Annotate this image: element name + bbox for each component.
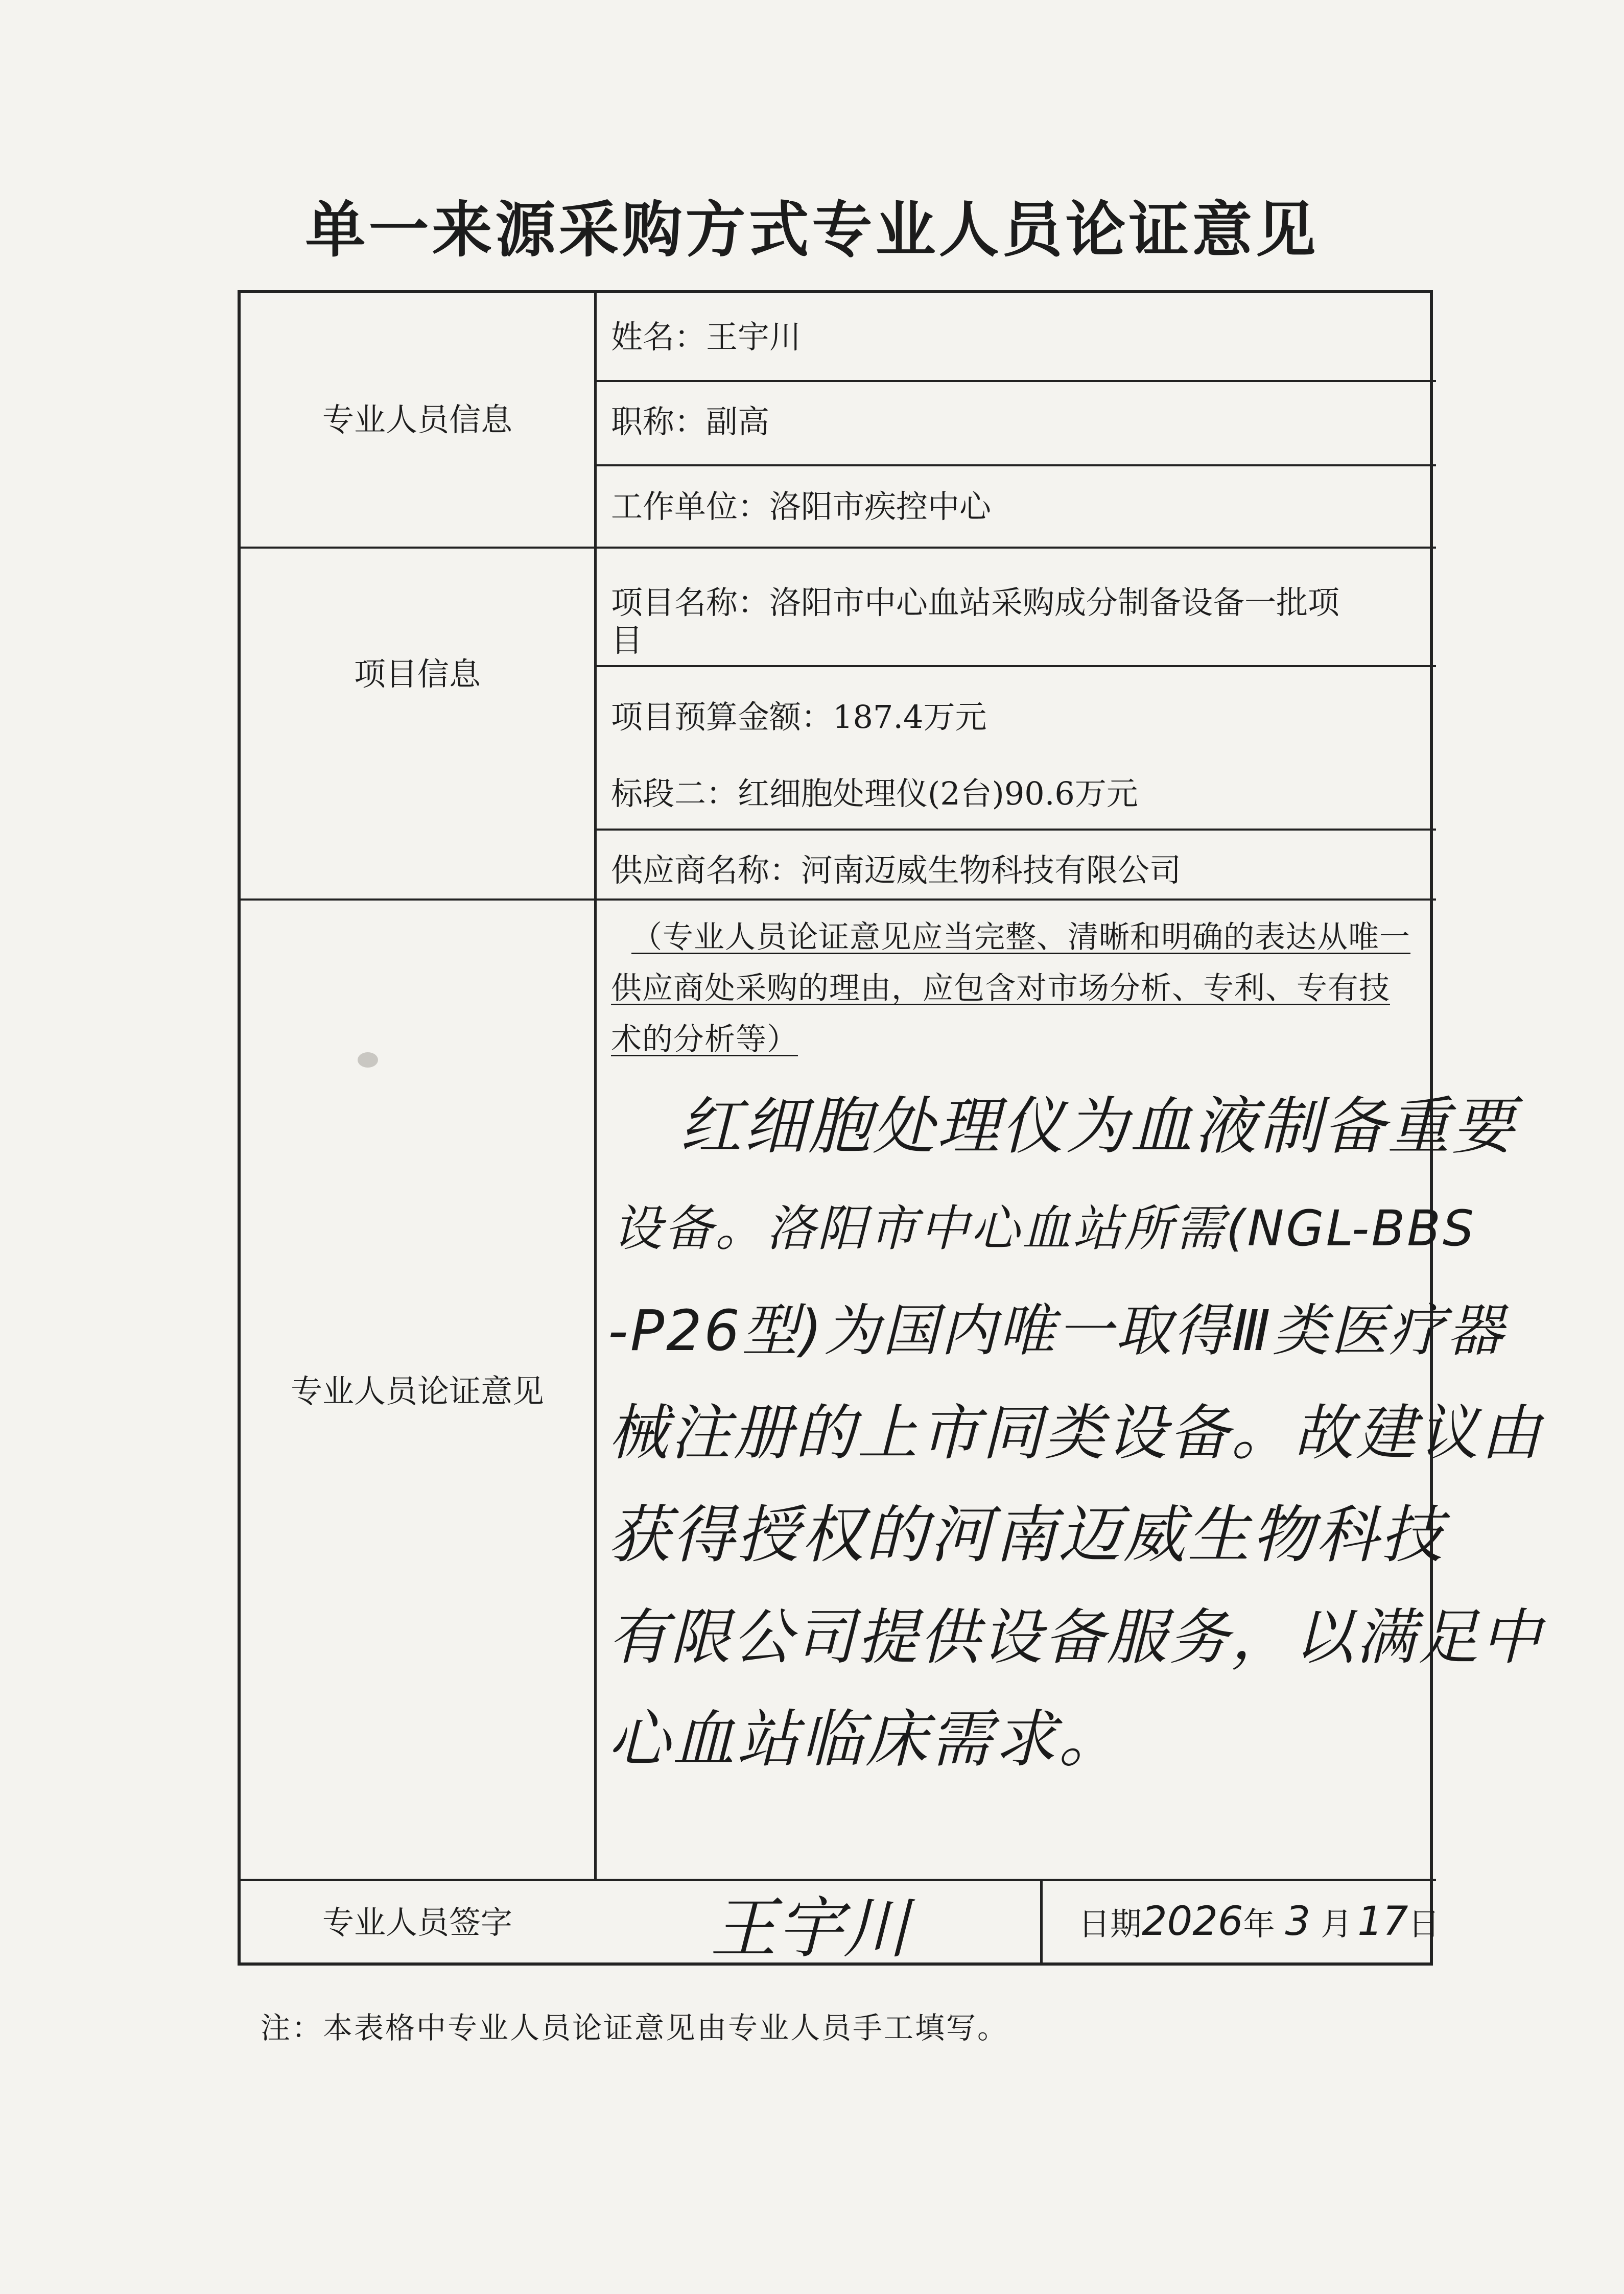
row-divider	[594, 380, 1436, 382]
opinion-label: 专业人员论证意见	[290, 1373, 544, 1410]
handwritten-line: 心血站临床需求。	[608, 1703, 1123, 1776]
scan-smudge	[358, 1052, 378, 1068]
project-name-line2: 目	[611, 622, 643, 659]
handwritten-line: 械注册的上市同类设备。故建议由	[608, 1398, 1543, 1468]
row-divider	[594, 829, 1436, 831]
handwritten-line: 设备。洛阳市中心血站所需(NGL-BBS	[613, 1200, 1476, 1257]
handwritten-line: 红细胞处理仪为血液制备重要	[679, 1090, 1516, 1163]
section-divider	[241, 1879, 1436, 1881]
footnote: 注：本表格中专业人员论证意见由专业人员手工填写。	[261, 2011, 1009, 2045]
date-year: 2026	[1142, 1899, 1243, 1945]
handwritten-line: 有限公司提供设备服务，以满足中	[608, 1602, 1543, 1672]
instruction-text: 供应商处采购的理由，应包含对市场分析、专利、专有技	[611, 971, 1390, 1006]
section-divider	[241, 547, 1436, 549]
project-lot: 标段二：红细胞处理仪(2台)90.6万元	[611, 775, 1138, 812]
handwritten-line: -P26型)为国内唯一取得Ⅲ类医疗器	[608, 1298, 1505, 1363]
column-divider	[594, 293, 597, 1879]
signature-date	[1078, 1901, 1440, 1945]
row-divider	[594, 665, 1436, 667]
personnel-info-label: 专业人员信息	[322, 401, 512, 438]
date-month-unit: 月	[1321, 1905, 1353, 1943]
opinion-instruction-line1	[631, 915, 1410, 959]
personnel-title: 职称：副高	[611, 403, 770, 440]
section-divider	[241, 898, 1436, 901]
project-name-line1: 项目名称：洛阳市中心血站采购成分制备设备一批项	[611, 584, 1340, 621]
project-supplier: 供应商名称：河南迈威生物科技有限公司	[611, 852, 1182, 889]
project-info-label: 项目信息	[354, 655, 481, 693]
personnel-employer: 工作单位：洛阳市疾控中心	[611, 488, 992, 525]
date-year-unit: 年	[1243, 1905, 1275, 1943]
handwritten-signature: 王宇川	[710, 1889, 910, 1967]
handwritten-line: 获得授权的河南迈威生物科技	[608, 1499, 1445, 1571]
date-prefix: 日期	[1078, 1905, 1142, 1943]
signature-label: 专业人员签字	[322, 1904, 512, 1941]
opinion-instruction-line2	[611, 966, 1390, 1010]
row-divider	[594, 464, 1436, 466]
instruction-text: 术的分析等）	[611, 1022, 798, 1057]
date-cell-divider	[1040, 1879, 1043, 1966]
instruction-text: （专业人员论证意见应当完整、清晰和明确的表达从唯一	[631, 919, 1410, 955]
date-day: 17	[1357, 1899, 1408, 1945]
personnel-name: 姓名：王宇川	[611, 318, 802, 356]
opinion-instruction-line3	[611, 1018, 798, 1061]
date-day-unit: 日	[1408, 1905, 1440, 1943]
date-month: 3	[1285, 1899, 1311, 1945]
document-title: 单一来源采购方式专业人员论证意见	[305, 194, 1319, 265]
project-budget: 项目预算金额：187.4万元	[611, 698, 987, 736]
